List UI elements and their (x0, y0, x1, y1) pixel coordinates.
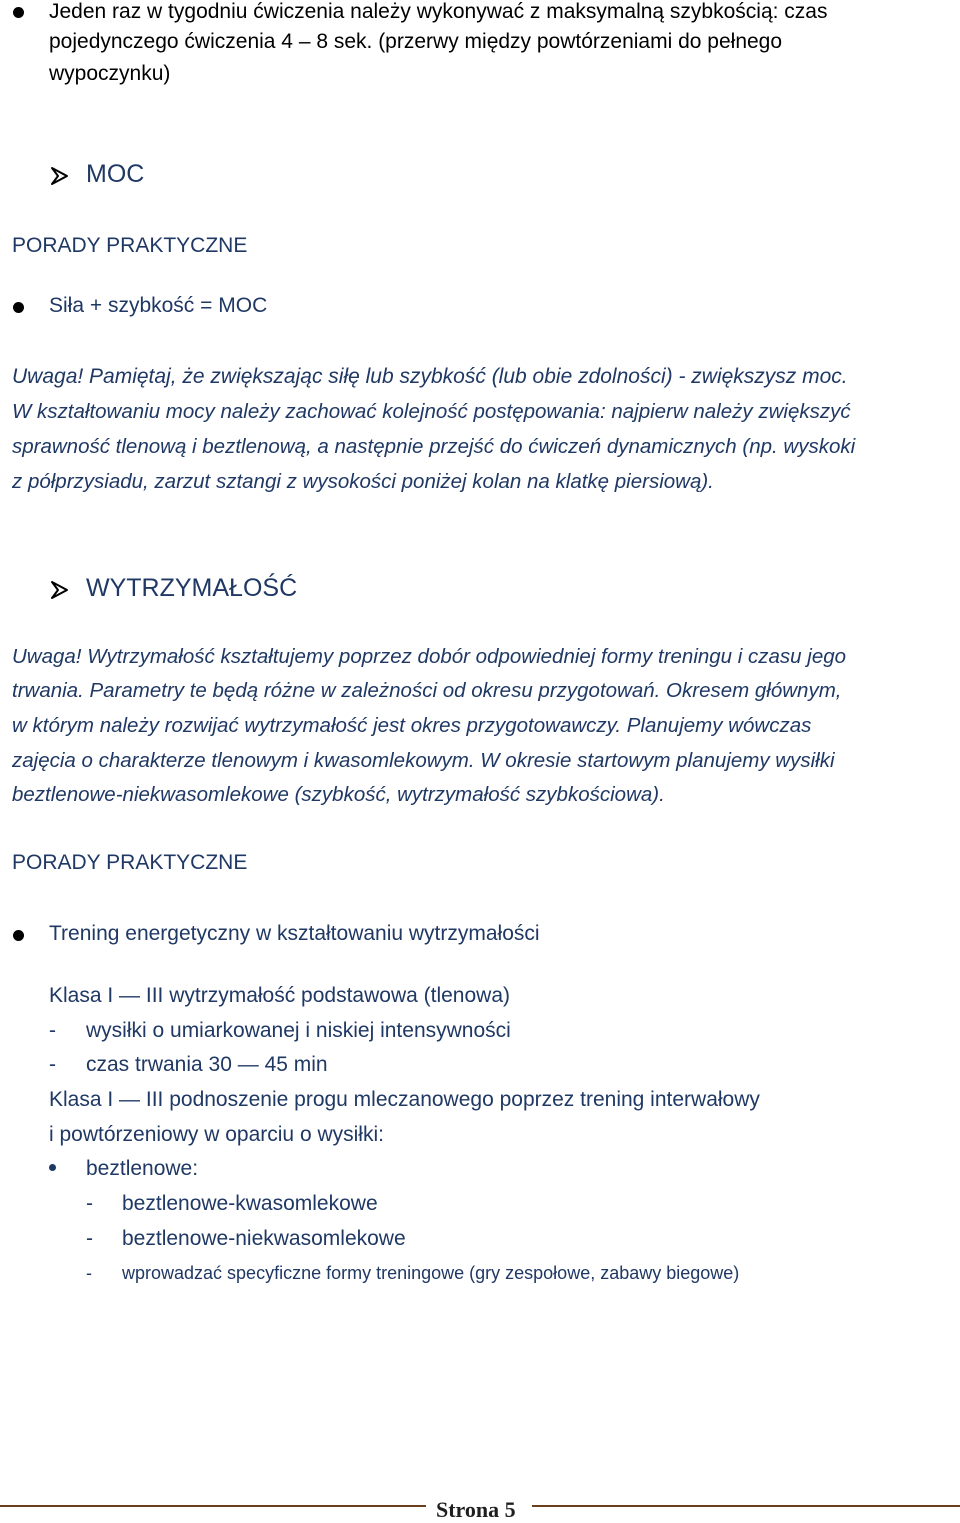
intro-line-2: pojedynczego ćwiczenia 4 – 8 sek. (przerwy między powtórzeniami do pełnego (49, 30, 783, 53)
training-title: Trening energetyczny w kształtowaniu wytrzymałości (49, 922, 540, 945)
dash-marker: - (49, 1019, 56, 1042)
bullet-icon (49, 1164, 56, 1171)
page-number: Strona 5 (436, 1497, 516, 1522)
class1-item-1: wysiłki o umiarkowanej i niskiej intensywności (86, 1019, 511, 1042)
dash-marker: - (86, 1227, 93, 1250)
class1-title: Klasa I — III wytrzymałość podstawowa (tlenowa) (49, 984, 510, 1007)
class2-title-line-1: Klasa I — III podnoszenie progu mleczanowego poprzez trening interwałowy (49, 1088, 760, 1111)
tips-heading-moc: PORADY PRAKTYCZNE (12, 234, 248, 257)
endurance-line-2: trwania. Parametry te będą różne w zależności od okresu przygotowań. Okresem głównym, (12, 679, 842, 702)
footer-rule-right (532, 1505, 960, 1507)
class2-item-3: wprowadzać specyficzne formy treningowe (gry zespołowe, zabawy biegowe) (122, 1263, 740, 1283)
arrow-bullet-icon (50, 166, 70, 186)
endurance-line-3: w którym należy rozwijać wytrzymałość jest okres przygotowawczy. Planujemy wówczas (12, 714, 812, 737)
intro-line-1: Jeden raz w tygodniu ćwiczenia należy wykonywać z maksymalną szybkością: czas (49, 0, 828, 23)
dash-marker: - (86, 1263, 92, 1283)
moc-note-line-2: W kształtowaniu mocy należy zachować kolejność postępowania: najpierw należy zwiększyć (12, 400, 851, 423)
bullet-icon (13, 7, 24, 18)
endurance-line-5: beztlenowe-niekwasomlekowe (szybkość, wytrzymałość szybkościowa). (12, 783, 665, 806)
section-heading-moc: MOC (86, 160, 145, 188)
intro-line-3: wypoczynku) (49, 62, 171, 85)
section-heading-endurance: WYTRZYMAŁOŚĆ (86, 574, 298, 602)
class2-item-1: beztlenowe-kwasomlekowe (122, 1192, 378, 1215)
moc-note-line-4: z półprzysiadu, zarzut sztangi z wysokości poniżej kolan na klatkę piersiową). (12, 470, 714, 493)
bullet-icon (13, 302, 24, 313)
moc-note-line-1: Uwaga! Pamiętaj, że zwiększając siłę lub szybkość (lub obie zdolności) - zwiększysz moc. (12, 365, 848, 388)
class2-title-line-2: i powtórzeniowy w oparciu o wysiłki: (49, 1123, 384, 1146)
endurance-line-4: zajęcia o charakterze tlenowym i kwasomlekowym. W okresie startowym planujemy wysiłki (12, 749, 835, 772)
dash-marker: - (49, 1053, 56, 1076)
class1-item-2: czas trwania 30 — 45 min (86, 1053, 328, 1076)
bullet-icon (13, 930, 24, 941)
tips-heading-endurance: PORADY PRAKTYCZNE (12, 851, 248, 874)
arrow-bullet-icon (50, 580, 70, 600)
footer-rule-left (0, 1505, 426, 1507)
class2-bullet: beztlenowe: (86, 1157, 199, 1180)
class2-item-2: beztlenowe-niekwasomlekowe (122, 1227, 406, 1250)
moc-formula: Siła + szybkość = MOC (49, 294, 268, 317)
endurance-line-1: Uwaga! Wytrzymałość kształtujemy poprzez dobór odpowiedniej formy treningu i czasu jego (12, 645, 847, 668)
moc-note-line-3: sprawność tlenową i beztlenową, a następnie przejść do ćwiczeń dynamicznych (np. wyskoki (12, 435, 856, 458)
dash-marker: - (86, 1192, 93, 1215)
